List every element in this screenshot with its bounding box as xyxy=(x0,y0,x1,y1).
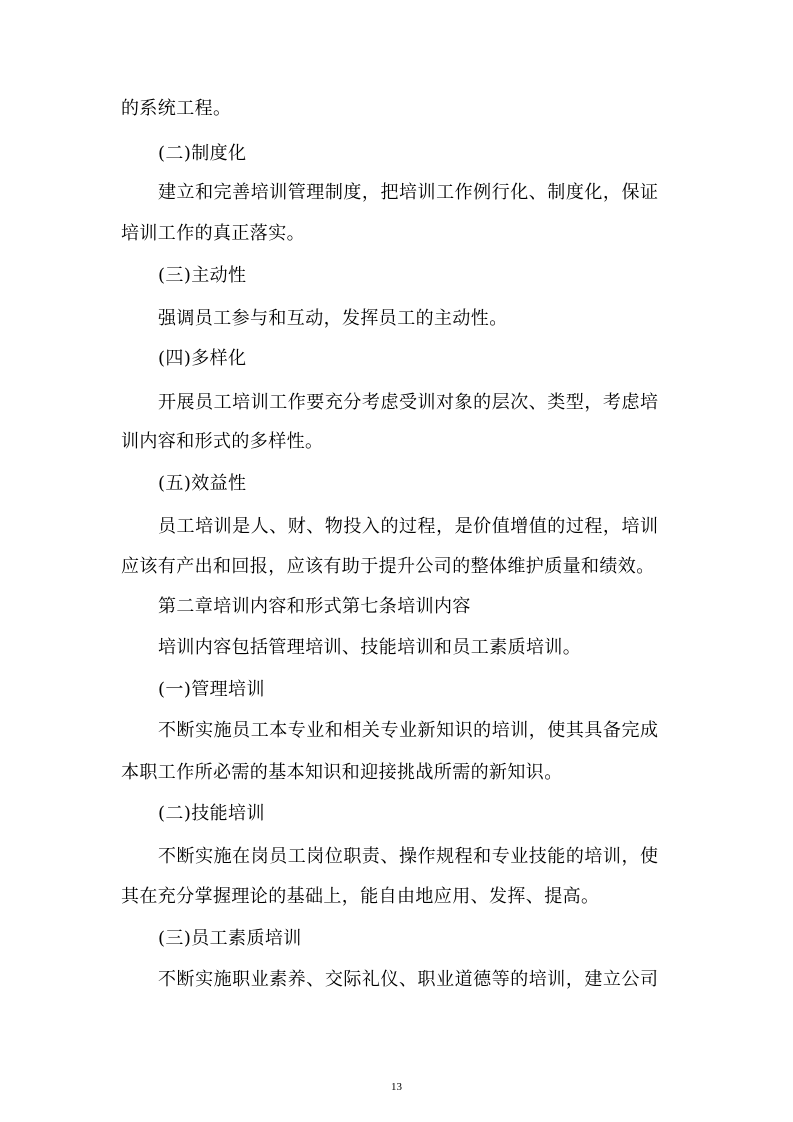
paragraph-line: 不断实施职业素养、交际礼仪、职业道德等的培训，建立公司 xyxy=(158,969,658,990)
section-heading: (三)员工素质培训 xyxy=(158,928,302,949)
section-heading: (四)多样化 xyxy=(158,348,247,369)
paragraph-line: 不断实施员工本专业和相关专业新知识的培训，使其具备完成 xyxy=(158,720,658,741)
section-heading: (二)制度化 xyxy=(158,143,247,164)
section-heading: (一)管理培训 xyxy=(158,679,265,700)
paragraph-line: 不断实施在岗员工岗位职责、操作规程和专业技能的培训，使 xyxy=(158,846,658,867)
paragraph-line: 应该有产出和回报，应该有助于提升公司的整体维护质量和绩效。 xyxy=(121,556,655,577)
paragraph-line: 开展员工培训工作要充分考虑受训对象的层次、类型，考虑培 xyxy=(158,392,658,413)
page-number: 13 xyxy=(391,1081,402,1093)
chapter-heading: 第二章培训内容和形式第七条培训内容 xyxy=(158,596,471,617)
paragraph-line: 强调员工参与和互动，发挥员工的主动性。 xyxy=(158,308,508,329)
paragraph-line: 员工培训是人、财、物投入的过程，是价值增值的过程，培训 xyxy=(158,516,658,537)
paragraph-line: 其在充分掌握理论的基础上，能自由地应用、发挥、提高。 xyxy=(121,886,600,907)
paragraph-line: 本职工作所必需的基本知识和迎接挑战所需的新知识。 xyxy=(121,762,563,783)
paragraph-line: 建立和完善培训管理制度，把培训工作例行化、制度化，保证 xyxy=(158,182,658,203)
section-heading: (三)主动性 xyxy=(158,265,247,286)
paragraph-line: 的系统工程。 xyxy=(121,98,232,119)
paragraph-line: 训内容和形式的多样性。 xyxy=(121,431,324,452)
section-heading: (二)技能培训 xyxy=(158,803,265,824)
paragraph-line: 培训内容包括管理培训、技能培训和员工素质培训。 xyxy=(158,637,582,658)
section-heading: (五)效益性 xyxy=(158,473,247,494)
paragraph-line: 培训工作的真正落实。 xyxy=(121,223,305,244)
